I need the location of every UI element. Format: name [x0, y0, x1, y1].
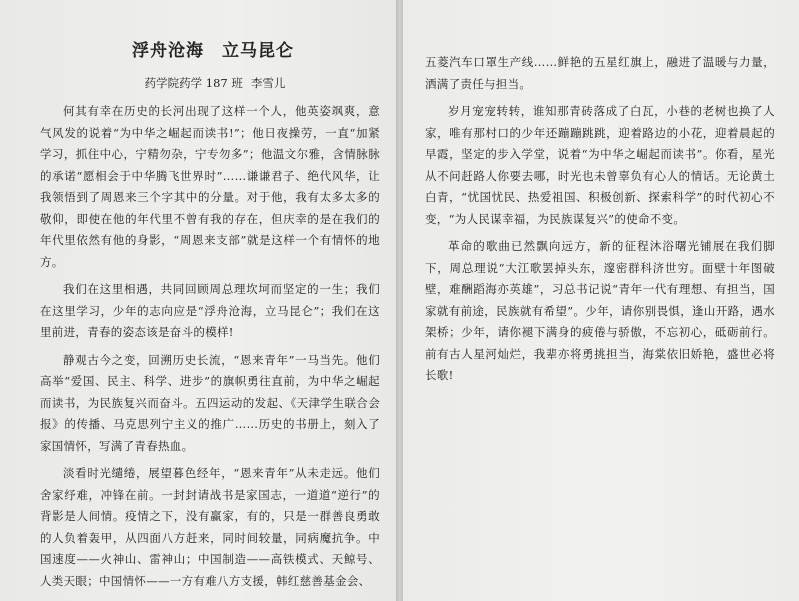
article-title — [40, 36, 380, 61]
paragraph: 淡看时光缱绻，展望暮色经年，“恩来青年”从未走远。他们舍家纾难，冲锋在前。一封封请战书是家国志，一道道“逆行”的背影是人间情。疫情之下，没有赢家，有的，只是一群善良勇敢的人负着轰甲，从四面八方赶来，同时间较量，同病魔抗争。中国速度——火神山、雷神山；中国制造——高铁模式、天鲸号、人类天眼；中国情怀——一方有难八方支援，韩红慈善基金会、 — [40, 466, 380, 588]
paragraph: 静观古今之变，回溯历史长流，“恩来青年”一马当先。他们高举“爱国、民主、科学、进步”的旗帜勇往直前，为中华之崛起而读书，为民族复兴而奋斗。五四运动的发起、《天津学生联合会报》的传播、马克思列宁主义的推广……历史的书册上，刻入了家国情怀，写满了青春热血。 — [40, 352, 380, 453]
title-part-1: 浮舟沧海 — [132, 41, 204, 61]
author-name: 李雪儿 — [250, 76, 286, 90]
author-line — [40, 75, 380, 91]
paragraph: 我们在这里相遇，共同回顾周总理坎坷而坚定的一生；我们在这里学习，少年的志向应是“浮舟沧海，立马昆仑”；我们在这里前进，青春的姿态该是奋斗的模样! — [40, 282, 380, 339]
left-page — [0, 0, 396, 601]
paragraph: 革命的歌曲已然飘向远方，新的征程沐浴曙光铺展在我们脚下，周总理说“大江歌罢掉头东，邃密群科济世穷。面壁十年图破壁，难酬蹈海亦英雄”，习总书记说“青年一代有理想、有担当，国家就有前途，民族就有希望”。少年，请你别畏惧，逢山开路，遇水架桥；少年，请你褪下满身的疲倦与骄傲，不忘初心，砥砺前行。前有古人星河灿烂，我辈亦将勇挑担当，海棠依旧娇艳，盛世必将长歌! — [425, 239, 775, 382]
paragraph: 何其有幸在历史的长河出现了这样一个人，他英姿飒爽，意气风发的说着“为中华之崛起而读书!”；他日夜操劳，一直“加紧学习，抓住中心，宁精勿杂，宁专勿多”；他温文尔雅，含情脉脉的承诺“愿相会于中华腾飞世界时”……谦谦君子、绝代风华，让我领悟到了周恩来三个字其中的分量。对于他，我有太多太多的敬仰，即使在他的年代里不曾有我的存在，但庆幸的是在我们的年代里依然有他的身影，“周恩来支部”就是这样一个有情怀的地方。 — [40, 104, 380, 269]
book-gutter — [396, 0, 403, 601]
author-class: 药学院药学 187 班 — [144, 76, 243, 90]
right-page — [403, 0, 799, 601]
paragraph-continuation: 五菱汽车口罩生产线……鲜艳的五星红旗上，融进了温暖与力量，洒满了责任与担当。 — [425, 55, 775, 91]
title-part-2: 立马昆仑 — [222, 41, 294, 61]
paragraph: 岁月宠宠转转，谁知那青砖落成了白瓦，小巷的老树也换了人家，唯有那村口的少年还蹦蹦跳跳，迎着路边的小花，迎着晨起的早霞，坚定的步入学堂，说着“为中华之崛起而读书”。你看，星光从不问赶路人你要去哪，时光也未曾辜负有心人的情话。无论黄土白青，“忧国忧民、热爱祖国、积极创新、探索科学”的时代初心不变，“为人民谋幸福，为民族谋复兴”的使命不变。 — [425, 104, 775, 226]
